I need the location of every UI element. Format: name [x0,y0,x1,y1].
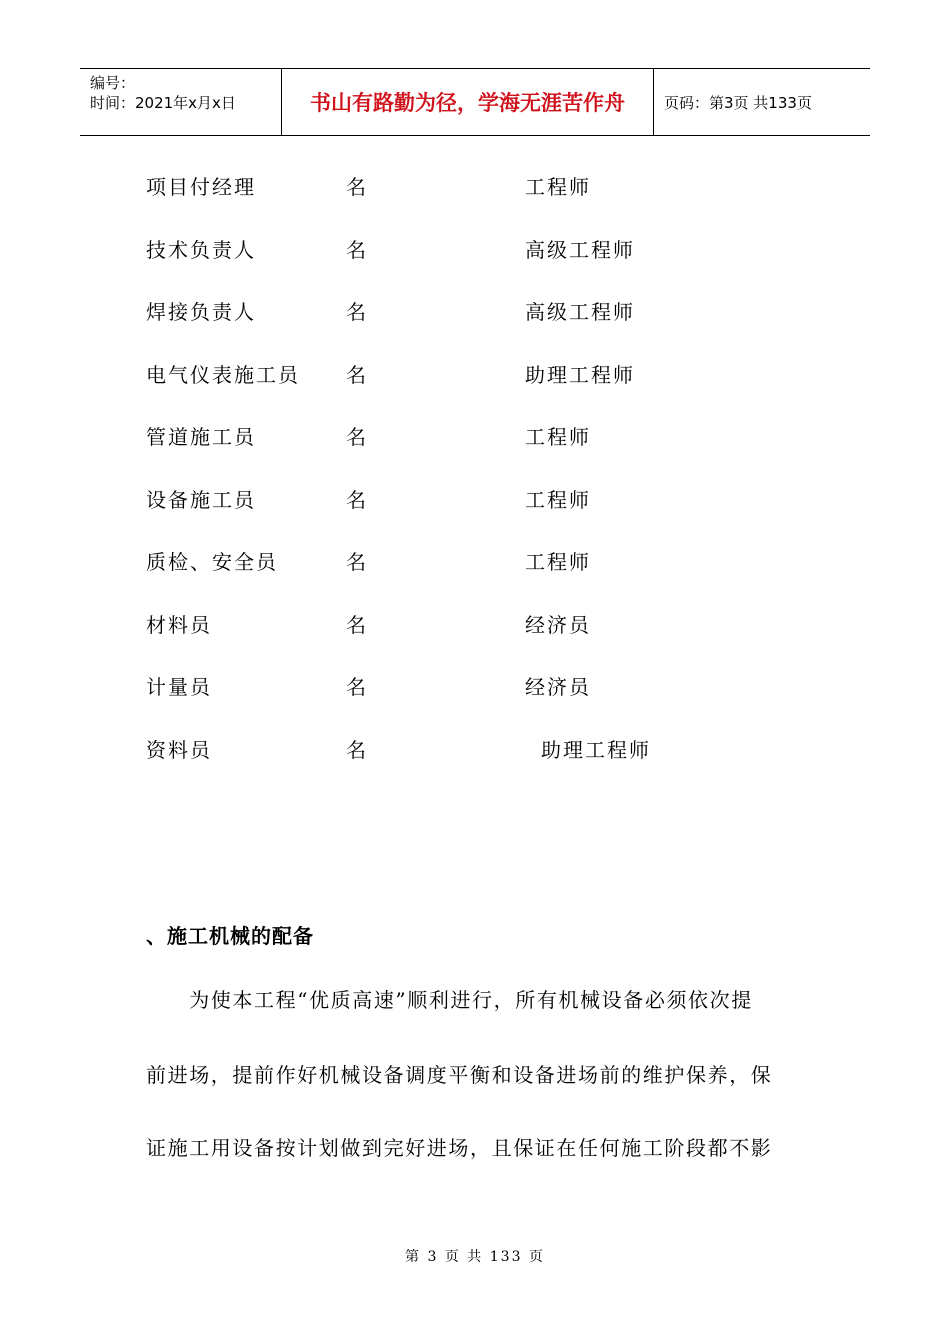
count-cell: 名 [346,738,368,762]
page-header [80,68,870,136]
table-row [0,734,950,764]
count-cell: 名 [346,238,368,262]
paragraph-line: 为使本工程“优质高速”顺利进行，所有机械设备必须依次提 [146,988,753,1012]
table-row [0,171,950,201]
role-cell: 项目付经理 [146,175,256,199]
table-row [0,421,950,451]
role-cell: 技术负责人 [146,238,256,262]
title-cell: 工程师 [525,488,591,512]
count-cell: 名 [346,613,368,637]
title-cell: 高级工程师 [525,238,635,262]
table-row [0,609,950,639]
table-row [0,359,950,389]
title-cell: 高级工程师 [525,300,635,324]
count-cell: 名 [346,300,368,324]
table-row [0,234,950,264]
table-row [0,296,950,326]
title-cell: 工程师 [525,425,591,449]
paragraph-line: 前进场，提前作好机械设备调度平衡和设备进场前的维护保养，保 [146,1063,773,1087]
count-cell: 名 [346,363,368,387]
role-cell: 计量员 [146,675,212,699]
count-cell: 名 [346,675,368,699]
role-cell: 质检、安全员 [146,550,278,574]
count-cell: 名 [346,175,368,199]
paragraph-line: 证施工用设备按计划做到完好进场，且保证在任何施工阶段都不影 [146,1136,773,1160]
role-cell: 焊接负责人 [146,300,256,324]
role-cell: 材料员 [146,613,212,637]
page-footer: 第 3 页 共 133 页 [405,1249,545,1265]
role-cell: 管道施工员 [146,425,256,449]
table-row [0,484,950,514]
title-cell: 工程师 [525,175,591,199]
role-cell: 资料员 [146,738,212,762]
title-cell: 经济员 [525,675,591,699]
date-label: 时间：2021年x月x日 [90,94,236,112]
count-cell: 名 [346,425,368,449]
count-cell: 名 [346,550,368,574]
header-meta [80,69,282,135]
header-motto: 书山有路勤为径，学海无涯苦作舟 [282,69,654,135]
count-cell: 名 [346,488,368,512]
role-cell: 设备施工员 [146,488,256,512]
title-cell: 助理工程师 [541,738,651,762]
title-cell: 助理工程师 [525,363,635,387]
title-cell: 工程师 [525,550,591,574]
serial-label: 编号： [90,74,136,92]
role-cell: 电气仪表施工员 [146,363,300,387]
title-cell: 经济员 [525,613,591,637]
table-row [0,546,950,576]
section-heading: 、施工机械的配备 [146,924,314,948]
table-row [0,671,950,701]
header-page-info: 页码：第3页 共133页 [664,93,812,112]
